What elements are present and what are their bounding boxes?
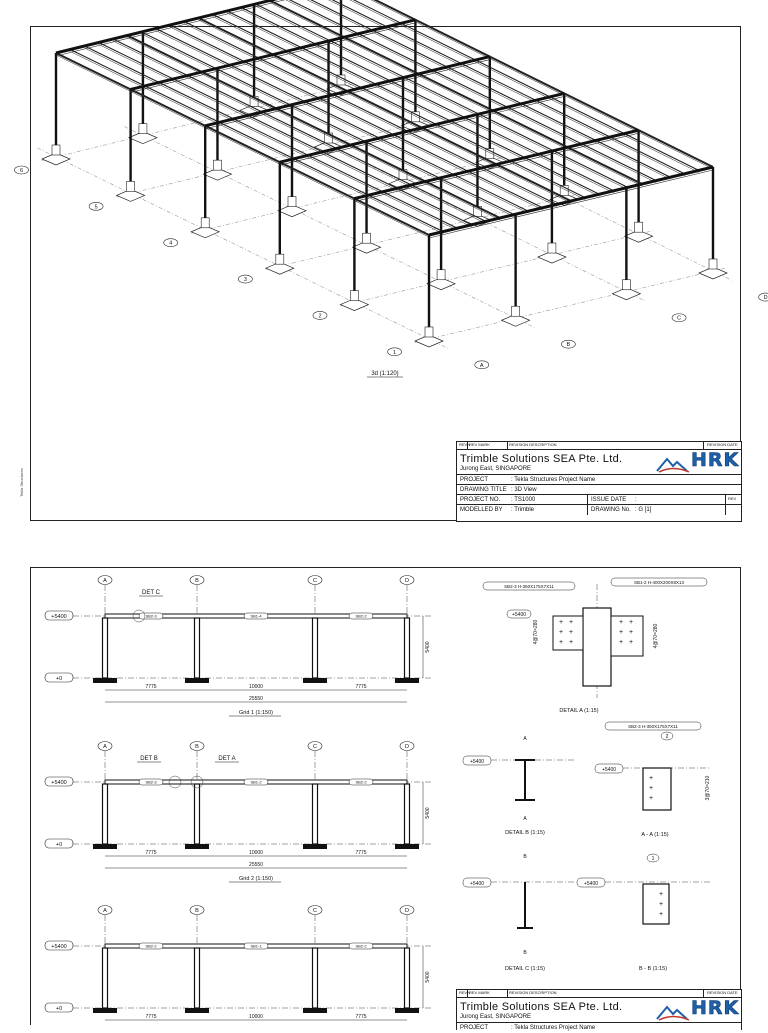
section-mark-a: A (523, 736, 527, 742)
rev-desc-header-2: REVISION DESCRIPTION (509, 991, 557, 995)
structure-group (15, 0, 768, 377)
bolt-mark: + (619, 639, 623, 646)
pedestal (363, 233, 371, 243)
bolt-mark: + (619, 629, 623, 636)
beam-tag-label: SB2-2 (145, 944, 157, 949)
grid-elevation (45, 742, 431, 883)
title-block (456, 441, 742, 522)
bolt-mark: + (659, 911, 663, 918)
detail-c-title: DETAIL C (1:15) (505, 966, 545, 972)
height-dim-label: 5400 (425, 971, 431, 982)
steel-column (405, 784, 410, 844)
column-grid-label: B (195, 908, 199, 914)
pedestal (350, 291, 358, 301)
section-bb-level-label: +5400 (584, 881, 598, 887)
company-address: Jurong East, SINGAPORE (460, 466, 531, 472)
beam-tag-label: SB2-3 (145, 614, 157, 619)
detail-a-column (583, 608, 611, 686)
level-label: +5400 (51, 614, 66, 620)
girder (429, 167, 713, 235)
grid-label-number: 4 (169, 241, 172, 247)
bolt-mark: + (619, 619, 623, 626)
rev-date-header: REVISION DATE (707, 443, 738, 447)
drawing-sheet-3d (30, 26, 741, 521)
grid-label-letter: A (480, 363, 484, 369)
column-grid-label: D (405, 578, 409, 584)
steel-column (103, 948, 108, 1008)
column-grid-label: B (195, 578, 199, 584)
roof-beam-long (256, 4, 628, 187)
total-dim-label: 25550 (249, 696, 263, 702)
steel-column (313, 784, 318, 844)
elevation-title: Grid 1 (1:150) (239, 710, 273, 716)
project-label: PROJECT (460, 477, 488, 483)
hrk-logo-icon-2 (653, 1001, 693, 1023)
steel-column (103, 618, 108, 678)
detail-a (483, 578, 707, 714)
bolt-mark: + (659, 901, 663, 908)
drawing-no-value: : G [1] (635, 507, 651, 513)
span-dim-label: 10000 (249, 684, 263, 690)
section-bb (577, 854, 711, 972)
grid-label-number: 2 (318, 313, 321, 319)
steel-column (313, 948, 318, 1008)
detail-b (463, 736, 575, 836)
section-bb-title: B - B (1:15) (639, 966, 667, 972)
pedestal (127, 181, 135, 191)
pedestal (201, 218, 209, 228)
roof-beam-long (241, 8, 613, 191)
base-plate (303, 1008, 327, 1013)
level-label: +0 (56, 842, 62, 848)
base-plate (303, 844, 327, 849)
roof-beam-long (170, 25, 543, 208)
level-label: +0 (56, 676, 62, 682)
bolt-mark: + (569, 619, 573, 626)
view-title-3d: 3d (1:120) (371, 371, 398, 377)
detail-callout-label: DET A (218, 756, 235, 762)
pedestal (139, 124, 147, 134)
grid-line-row (340, 231, 653, 306)
section-mark-b-2: B (523, 950, 527, 956)
detail-c (463, 854, 575, 972)
roof-beam-long (127, 36, 500, 219)
bolt-mark: + (559, 629, 563, 636)
base-plate (93, 678, 117, 683)
pedestal (622, 280, 630, 290)
drawing-no-label: DRAWING No. (591, 507, 631, 513)
detail-b-title: DETAIL B (1:15) (505, 830, 545, 836)
pedestal (635, 222, 643, 232)
company-address-2: Jurong East, SINGAPORE (460, 1014, 531, 1020)
grid-label-number: 3 (244, 277, 247, 283)
bolt-mark: + (649, 775, 653, 782)
beam-tag-label: SB2-2 (355, 944, 367, 949)
side-text: Tekla Structures (19, 468, 24, 497)
roof-beam-edge (327, 0, 699, 172)
column-grid-label: A (103, 908, 107, 914)
pedestal (437, 270, 445, 280)
grid-line-col (124, 127, 534, 328)
detail-b-level-label: +5400 (470, 759, 484, 765)
bolt-mark: + (649, 795, 653, 802)
rev-label: REV (728, 497, 736, 501)
grid-label-number: 1 (393, 350, 396, 356)
bolt-mark: + (569, 629, 573, 636)
grid-elevations-and-details (31, 568, 740, 1025)
column-grid-label: B (195, 744, 199, 750)
girder (205, 57, 490, 126)
project-no-value: : TS1000 (511, 497, 535, 503)
span-dim-label: 7775 (355, 684, 366, 690)
title-block-2 (456, 989, 742, 1030)
pedestal (512, 306, 520, 316)
bolt-mark: + (559, 639, 563, 646)
steel-column (195, 618, 200, 678)
girder (131, 20, 416, 90)
detail-c-level-label: +5400 (470, 881, 484, 887)
hrk-logo-text: HRK (691, 451, 739, 470)
roof-beam-long (184, 22, 557, 205)
elevation-title: Grid 2 (1:150) (239, 876, 273, 882)
base-plate (395, 678, 419, 683)
company-name-2: Trimble Solutions SEA Pte. Ltd. (460, 1002, 622, 1013)
section-mark-a-2: A (523, 816, 527, 822)
girder (354, 130, 638, 198)
rev-mark-header: REV MARK (469, 443, 490, 447)
section-aa-bubble-label: 2 (666, 734, 669, 740)
beam-tag-label: SB2-2 (355, 780, 367, 785)
base-plate (93, 844, 117, 849)
beam-tag-label: SB1-2 (250, 780, 262, 785)
pedestal (709, 259, 717, 269)
base-plate (395, 844, 419, 849)
section-bb-bubble-label: 1 (652, 856, 655, 862)
column-grid-label: A (103, 578, 107, 584)
grid-label-letter: D (764, 295, 768, 301)
rev-desc-header: REVISION DESCRIPTION (509, 443, 557, 447)
section-aa-dim: 3@70=210 (705, 775, 711, 800)
span-dim-label: 7775 (355, 1014, 366, 1020)
section-aa-title: A - A (1:15) (641, 832, 668, 838)
bolt-mark: + (649, 785, 653, 792)
rev-mark-header-2: REV MARK (469, 991, 490, 995)
beam-tag-label: SB1-1 (250, 944, 262, 949)
section-aa-tag-label: SB2-3 H-350X175X7X11 (628, 724, 678, 729)
span-dim-label: 7775 (145, 684, 156, 690)
grid-label-number: 6 (20, 168, 23, 174)
grid-label-number: 5 (95, 204, 98, 210)
issue-date-value: : (635, 497, 637, 503)
beam-tag-label: SB2-3 (145, 780, 157, 785)
grid-line-row (415, 268, 727, 343)
girder (280, 93, 564, 162)
beam-tag-label: SB2-2 (355, 614, 367, 619)
height-dim-label: 5400 (425, 641, 431, 652)
level-label: +5400 (51, 944, 66, 950)
steel-column (405, 618, 410, 678)
column-grid-label: C (313, 578, 317, 584)
detail-a-tag-right-label: SB1-2 H-400X200X8X13 (634, 580, 685, 585)
roof-beam-long (70, 50, 443, 232)
section-aa (595, 722, 711, 838)
base-plate (303, 678, 327, 683)
bolt-mark: + (629, 619, 633, 626)
detail-a-level-label: +5400 (512, 612, 526, 618)
base-plate (185, 678, 209, 683)
detail-a-dim-right: 4@70=280 (653, 623, 659, 648)
steel-column (195, 948, 200, 1008)
roof-beam-long (56, 53, 429, 235)
steel-column (103, 784, 108, 844)
total-dim-label: 25550 (249, 862, 263, 868)
project-no-label: PROJECT NO. (460, 497, 500, 503)
modelled-by-label: MODELLED BY (460, 507, 503, 513)
drawing-sheet-elevations (30, 567, 741, 1025)
roof-beam-edge (313, 0, 685, 176)
rev-date-header-2: REVISION DATE (707, 991, 738, 995)
rev-col-header-2: REVN (459, 991, 470, 995)
base-plate (185, 1008, 209, 1013)
column-grid-label: D (405, 744, 409, 750)
company-name: Trimble Solutions SEA Pte. Ltd. (460, 454, 622, 465)
modelled-by-value: : Trimble (511, 507, 534, 513)
roof-beam-edge (270, 3, 642, 187)
level-label: +0 (56, 1006, 62, 1012)
project-label-2: PROJECT (460, 1025, 488, 1031)
section-bb-profile (643, 884, 669, 924)
bolt-mark: + (629, 629, 633, 636)
issue-date-label: ISSUE DATE (591, 497, 626, 503)
pedestal (288, 197, 296, 207)
height-dim-label: 5400 (425, 807, 431, 818)
roof-beam-long (113, 39, 486, 221)
pedestal (52, 145, 60, 155)
grid-label-letter: B (567, 342, 571, 348)
span-dim-label: 7775 (145, 850, 156, 856)
steel-column (313, 618, 318, 678)
span-dim-label: 10000 (249, 850, 263, 856)
detail-a-plate-right (611, 616, 643, 656)
grid-line-col (37, 148, 447, 348)
span-dim-label: 7775 (355, 850, 366, 856)
drawing-title-value: : 3D View (511, 487, 537, 493)
span-dim-label: 10000 (249, 1014, 263, 1020)
detail-a-tag-left-label: SB2-3 H-350X175X7X11 (504, 584, 554, 589)
detail-callout-label: DET B (140, 756, 158, 762)
base-plate (93, 1008, 117, 1013)
rev-col-header: REVN (459, 443, 470, 447)
column-grid-label: A (103, 744, 107, 750)
detail-a-dim-left: 4@70=280 (533, 619, 539, 644)
girder (56, 0, 341, 53)
project-value: : Tekla Structures Project Name (511, 477, 595, 483)
beam-tag-label: SB1-4 (250, 614, 262, 619)
grid-elevation (45, 906, 431, 1021)
pedestal (425, 327, 433, 337)
section-mark-b: B (523, 854, 527, 860)
bolt-mark: + (629, 639, 633, 646)
base-plate (185, 844, 209, 849)
detail-callout-label: DET C (142, 590, 161, 596)
hrk-logo-text-2: HRK (691, 999, 739, 1018)
section-aa-profile (643, 768, 671, 810)
steel-column (195, 784, 200, 844)
detail-a-title: DETAIL A (1:15) (559, 708, 598, 714)
pedestal (548, 243, 556, 253)
column-grid-label: C (313, 744, 317, 750)
pedestal (276, 254, 284, 264)
column-grid-label: C (313, 908, 317, 914)
column-grid-label: D (405, 908, 409, 914)
level-label: +5400 (51, 780, 66, 786)
bolt-mark: + (569, 639, 573, 646)
bolt-mark: + (659, 891, 663, 898)
hrk-logo-icon (653, 453, 693, 475)
section-aa-level-label: +5400 (602, 767, 616, 773)
drawing-title-label: DRAWING TITLE (460, 487, 507, 493)
project-value-2: : Tekla Structures Project Name (511, 1025, 595, 1031)
steel-column (405, 948, 410, 1008)
base-plate (395, 1008, 419, 1013)
pedestal (213, 160, 221, 170)
grid-elevation (45, 576, 431, 717)
grid-label-letter: C (677, 316, 681, 322)
roof-beam-long (270, 1, 642, 185)
bolt-mark: + (559, 619, 563, 626)
roof-beam-long (227, 11, 599, 194)
span-dim-label: 7775 (145, 1014, 156, 1020)
